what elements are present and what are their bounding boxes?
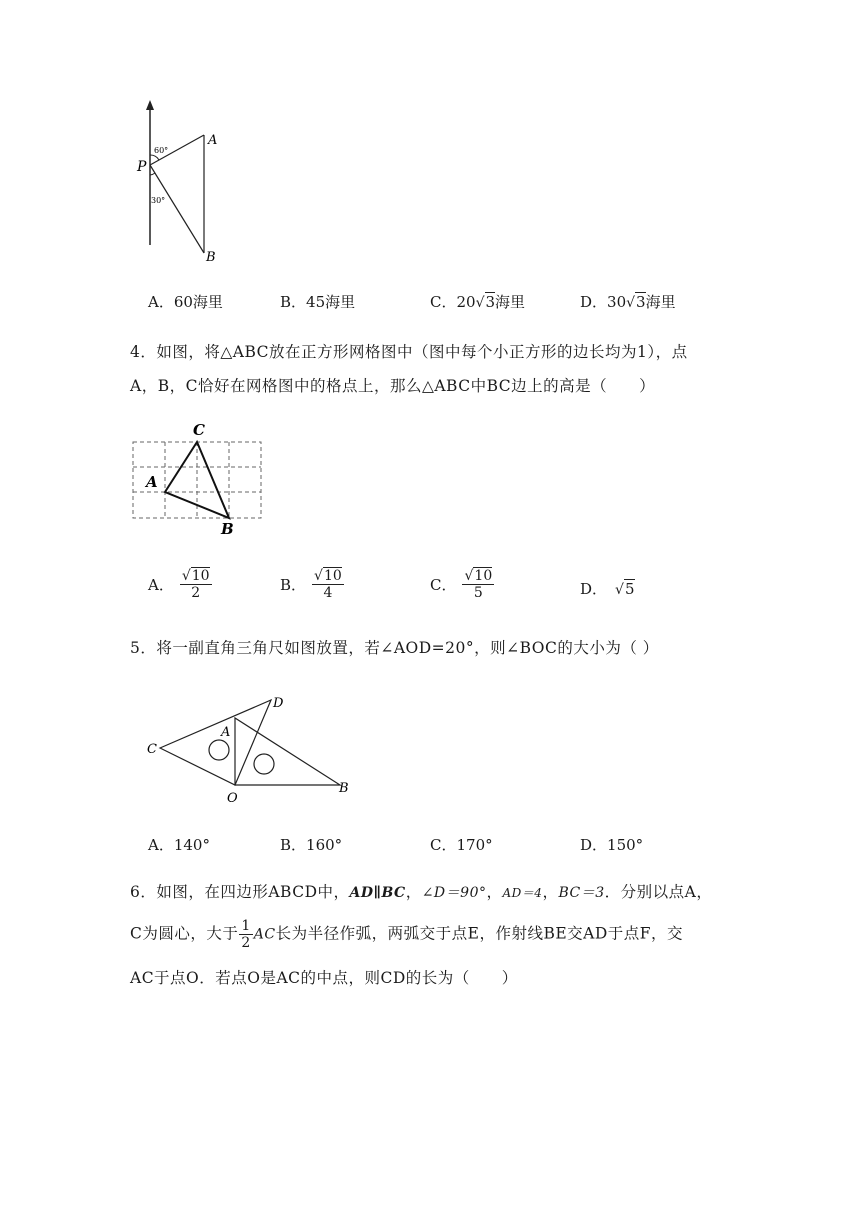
q4-option-a: A． $\frac{√10}{2}$ [148,568,210,601]
angle-arc-top [150,155,159,160]
triangle-COD [160,700,271,785]
q3-figure [130,95,240,270]
q5-option-a: A．140° [148,836,210,854]
label-C: C [147,742,157,757]
q3-option-c: C．20√3海里 [430,293,526,311]
label-angle-30: 30° [151,196,166,205]
q3-option-d: D．30√3海里 [580,293,676,311]
q6-text-line1: 6．如图，在四边形ABCD中，AD∥BC，∠D＝90°，AD＝4，BC＝3．分别以点A， [130,883,713,901]
q5-option-c: C．170° [430,836,493,854]
q4-option-c: C． $\frac{√10}{5}$ [430,568,493,601]
hole-left [209,740,229,760]
triangle-AOB [235,718,340,785]
label-B: B [339,781,349,796]
label-B: B [221,520,234,538]
label-B: B [206,250,216,265]
q5-option-b: B．160° [280,836,343,854]
label-angle-60: 60° [154,146,169,155]
q4-figure [126,420,271,540]
q3-option-a: A．60海里 [148,293,223,311]
q4-option-d: D． √5 [580,580,635,598]
label-D: D [273,696,284,711]
label-A: A [146,473,158,491]
segment-PB [150,165,204,253]
q6-text-line2: C为圆心，大于 $\frac{1}{2}$ AC长为半径作弧，两弧交于点E，作射线BE交AD于点F，交 [130,918,684,951]
label-C: C [193,421,205,439]
q5-option-d: D．150° [580,836,644,854]
label-O: O [227,791,238,805]
label-A: A [221,725,231,740]
north-arrow-icon [146,100,154,110]
q6-text-line3: AC于点O．若点O是AC的中点，则CD的长为（ ） [130,969,518,987]
q3-option-b: B．45海里 [280,293,356,311]
hole-right [254,754,274,774]
q4-text-line1: 4．如图，将△ABC放在正方形网格图中（图中每个小正方形的边长均为1），点 [130,343,688,361]
q4-option-b: B． $\frac{√10}{4}$ [280,568,342,601]
q5-figure [140,690,355,805]
q5-text-line1: 5．将一副直角三角尺如图放置，若∠AOD=20°，则∠BOC的大小为（ ） [130,639,659,657]
label-P: P [137,159,147,175]
q4-text-line2: A，B，C恰好在网格图中的格点上，那么△ABC中BC边上的高是（ ） [130,377,656,395]
label-A: A [208,133,218,148]
